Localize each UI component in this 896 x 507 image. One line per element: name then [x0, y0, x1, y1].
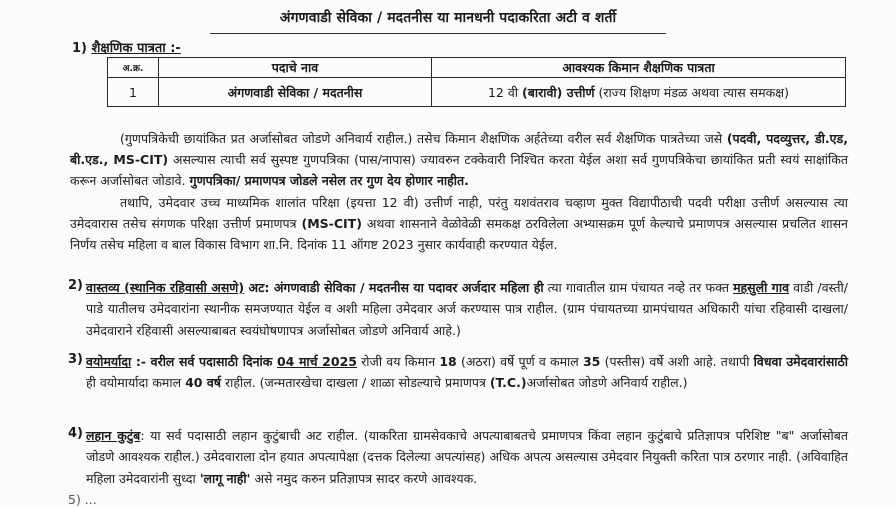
cell-post-name: अंगणवाडी सेविका / मदतनीस	[159, 78, 432, 107]
item3-text-3: (अठरा) वर्षे पूर्ण व कमाल	[456, 354, 583, 369]
item3-text-5: ही वयोमार्यादा कमाल	[86, 375, 186, 391]
item3-tc: (T.C.)	[489, 375, 527, 391]
section-1-number: 1)	[72, 41, 87, 56]
para1-text-2: असल्यास त्याची सर्व सुस्पष्ट गुणपत्रिका (पास/नापास) ज्यावरुन टक्केवारी निश्चित करता येईल अशा सर्व गुणपत्रिकेचा छायांकित प्रती स्वयं साक्षांकित करून अर्जासोबत जोडावे.	[70, 152, 848, 189]
item2-applicant: अर्जदार महिला ही	[461, 280, 544, 295]
item3-date: 04 मार्च 2025	[276, 354, 357, 369]
item4-heading: लहान कुटुंब	[86, 428, 141, 443]
item-3-number: 3)	[68, 352, 83, 367]
item4-text-1: : या सर्व पदासाठी लहान कुटुंबाची अट राहील. (याकरिता ग्रामसेवकाचे अपत्याबाबतचे प्रमाणपत्र किंवा लहान कुटुंबाचे प्रतिज्ञापत्र परिशिष्ट "ब" अर्जासोबत जोडणे आवश्यक राहील.) उमेदवाराला दोन हयात अपत्यापेक्षा (दत्तक दिलेल्या अपत्यांसह) अधिक अपत्य असल्यास उमेदवार नियुक्ती करिता पात्र ठरणार नाही. (अविवाहित महिला उमेदवारांनी सुध्दा	[86, 428, 848, 486]
title-underline	[210, 33, 666, 34]
item3-widow: विधवा उमेदवारांसाठी	[753, 354, 849, 369]
item3-text-2: रोजी वय किमान	[356, 354, 440, 369]
qualification-table	[107, 57, 846, 107]
para1-warning: गुणपत्रिका/ प्रमाणपत्र जोडले नसेल तर गुण देय होणार नाहीत.	[189, 173, 469, 189]
para2-text-1: तथापि, उमेदवार उच्च माध्यमिक शालांत परिक्षा (इयत्ता 12 वी) उत्तीर्ण नाही, परंतु यशवंतराव चव्हाण मुक्त विद्यापीठाची पदवी परीक्षा उत्तीर्ण असल्यास त्या उमेदवारास तसेच संगणक परिक्षा उत्तीर्ण प्रमाणपत्र	[70, 195, 848, 232]
item-4-small-family	[86, 425, 848, 489]
section-1-heading	[72, 38, 181, 56]
para1-text-1: (गुणपत्रिकेची छायांकित प्रत अर्जासोबत जोडणे अनिवार्य राहील.) तसेच किमान शैक्षणिक अर्हतेच्या वरील सर्व शैक्षणिक पात्रतेच्या जसे	[120, 131, 727, 146]
table-header-row	[108, 58, 846, 78]
item2-text-3: वाडी /वस्ती/पाडे यातीलच उमेदवारांना स्थानीक समजण्यात येईल व अशी महिला उमेदवार अर्ज करण्यास पात्र राहील. (ग्राम पंचायतच्या ग्रामपंचायत अधिकारी यांचा रहिवासी दाखला/ उमेदवाराने रहिवासी असल्याबाबत स्वयंघोषणापत्र अर्जासोबत जोडणे अनिवार्य आहे.)	[86, 280, 848, 338]
item3-text-1: :- वरील सर्व पदासाठी दिनांक	[131, 354, 277, 369]
cut-off-next-item: 5) ...	[68, 492, 97, 507]
cell-sr-no: 1	[108, 78, 159, 107]
item4-text-2: असे नमुद करुन प्रतिज्ञापत्र सादर करणे आवश्यक.	[250, 470, 478, 486]
qual-12th-passed: (बारावी) उत्तीर्ण	[522, 84, 595, 100]
item3-text-4: (पस्तीस) वर्षे अशी आहे. तथापी	[600, 354, 754, 369]
item3-text-6: राहील. (जन्मतारखेचा दाखला / शाळा सोडल्याचे प्रमाणपत्र	[221, 375, 490, 391]
header-post-name: पदाचे नाव	[159, 58, 432, 78]
header-sr-no: अ.क्र.	[108, 58, 159, 78]
item2-text-1: अट: अंगणवाडी सेविका / मदतनीस या पदावर	[244, 280, 462, 295]
header-qualification: आवश्यक किमान शैक्षणिक पात्रता	[432, 58, 846, 78]
item4-not-applicable: 'लागू नाही'	[199, 470, 251, 486]
para1-degrees: (पदवी, पदव्युत्तर, डी.एड, बी.एड., MS-CIT)	[70, 131, 848, 168]
paragraph-marksheet	[70, 128, 848, 192]
document-title: अंगणवाडी सेविका / मदतनीस या मानधनी पदाकरिता अटी व शर्ती	[279, 10, 617, 26]
para2-text-2: अथवा शासनाने वेळोवेळी समकक्ष ठरविलेला अभ्यासक्रम पूर्ण केल्याचे प्रमाणपत्र असल्यास प्रचलित शासन निर्णय तसेच महिला व बाल विकास विभाग शा.नि. दिनांक 11 ऑगष्ट 2023 नुसार कार्यवाही करण्यात येईल.	[70, 216, 848, 253]
item3-heading: वयोमर्यादा	[86, 354, 132, 369]
item3-min-age: 18	[439, 354, 457, 369]
qual-equivalent: (राज्य शिक्षण मंडळ अथवा त्यास समकक्ष)	[594, 84, 790, 100]
item2-text-2: त्या गावातील ग्राम पंचायत नव्हे तर फक्त	[543, 280, 734, 295]
para2-mscit: (MS-CIT)	[301, 216, 362, 232]
section-1-title: शैक्षणिक पात्रता :-	[91, 41, 181, 56]
table-row	[108, 78, 846, 107]
paragraph-ycmou	[70, 192, 848, 256]
item2-heading: वास्तव्य (स्थानिक रहिवासी असणे)	[86, 280, 245, 295]
item-3-age-limit	[86, 351, 848, 394]
item3-text-7: अर्जासोबत जोडणे अनिवार्य राहील.)	[526, 375, 688, 391]
qual-12th: 12 वी	[487, 84, 519, 100]
item-4-number: 4)	[68, 426, 83, 441]
item-2-residence	[86, 277, 848, 341]
item3-widow-age: 40 वर्ष	[185, 375, 222, 391]
cell-qualification	[432, 78, 846, 107]
item-2-number: 2)	[68, 278, 83, 293]
item3-max-age: 35	[582, 354, 601, 369]
item2-revenue-village: महसुली गाव	[733, 280, 790, 295]
